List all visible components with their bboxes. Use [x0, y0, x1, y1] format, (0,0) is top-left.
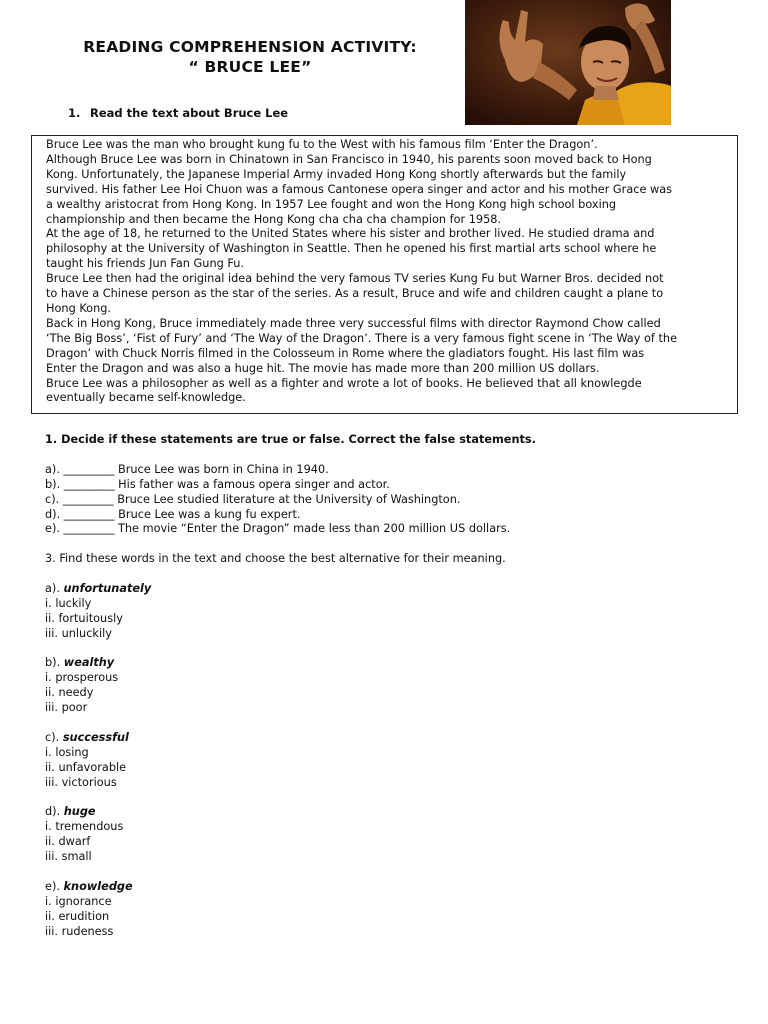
- passage-line: Although Bruce Lee was born in Chinatown in San Francisco in 1940, his parents soon moved back to Hong: [46, 152, 652, 166]
- passage-line: Bruce Lee was a philosopher as well as a fighter and wrote a lot of books. He believed that all knowlegde: [46, 376, 642, 390]
- passage-line: championship and then became the Hong Kong cha cha cha champion for 1958.: [46, 212, 502, 226]
- instruction-text: Read the text about Bruce Lee: [90, 106, 289, 120]
- passage-line: Enter the Dragon and was also a huge hit. The movie has made more than 200 million US dollars.: [46, 361, 600, 375]
- reading-passage: [31, 135, 738, 414]
- vocab-option: ii. needy: [45, 686, 94, 700]
- vocab-option: iii. unluckily: [45, 626, 112, 640]
- section-heading: 1. Decide if these statements are true or false. Correct the false statements.: [45, 433, 536, 446]
- target-word: successful: [62, 730, 129, 744]
- vocab-word: c). successful: [45, 730, 129, 744]
- passage-line: Bruce Lee then had the original idea behind the very famous TV series Kung Fu but Warner Bros. decided not: [46, 272, 664, 286]
- bruce-lee-photo: [465, 0, 671, 125]
- true-false-section: [45, 433, 536, 537]
- passage-line: eventually became self-knowledge.: [46, 391, 246, 405]
- passage-line: Back in Hong Kong, Bruce immediately made three very successful films with director Raymond Chow called: [46, 316, 661, 330]
- passage-line: survived. His father Lee Hoi Chuon was a famous Cantonese opera singer and actor and his mother Grace was: [46, 182, 673, 196]
- passage-line: Bruce Lee was the man who brought kung fu to the West with his famous film ‘Enter the Dragon’.: [46, 138, 598, 151]
- target-word: huge: [63, 805, 96, 819]
- section-heading: 3. Find these words in the text and choose the best alternative for their meaning.: [45, 552, 506, 565]
- vocab-option: i. losing: [45, 745, 89, 759]
- vocab-option: ii. dwarf: [45, 835, 91, 849]
- reading-instruction: [68, 106, 288, 120]
- passage-line: Kong. Unfortunately, the Japanese Imperial Army invaded Hong Kong shortly afterwards but the family: [46, 167, 627, 181]
- vocab-option: ii. fortuitously: [45, 611, 123, 625]
- vocab-word: e). knowledge: [45, 879, 133, 893]
- target-word: wealthy: [63, 656, 115, 670]
- vocab-word: b). wealthy: [45, 656, 115, 670]
- vocab-option: i. tremendous: [45, 820, 124, 834]
- vocab-option: iii. small: [45, 850, 92, 864]
- statement-item: d). _________ Bruce Lee was a kung fu expert.: [45, 507, 301, 521]
- passage-line: a wealthy aristocrat from Hong Kong. In 1957 Lee fought and won the Hong Kong high school boxing: [46, 197, 617, 211]
- target-word: knowledge: [63, 879, 133, 893]
- passage-line: taught his friends Jun Fan Gung Fu.: [46, 257, 244, 271]
- vocab-option: i. prosperous: [45, 671, 119, 685]
- vocab-word: a). unfortunately: [45, 581, 152, 595]
- statement-item: b). _________ His father was a famous opera singer and actor.: [45, 477, 390, 491]
- vocabulary-section: [45, 552, 506, 940]
- vocab-option: i. ignorance: [45, 894, 112, 908]
- passage-line: At the age of 18, he returned to the United States where his sister and brother lived. He studied drama and: [46, 227, 655, 241]
- vocab-option: iii. victorious: [45, 775, 117, 789]
- statement-item: c). _________ Bruce Lee studied literature at the University of Washington.: [45, 492, 461, 506]
- statement-item: a). _________ Bruce Lee was born in China in 1940.: [45, 462, 329, 476]
- vocab-option: ii. erudition: [45, 909, 110, 923]
- passage-line: to have a Chinese person as the star of the series. As a result, Bruce and wife and children caught a plane to: [46, 287, 664, 301]
- vocab-option: ii. unfavorable: [45, 760, 127, 774]
- vocab-option: iii. poor: [45, 701, 88, 715]
- worksheet-title: READING COMPREHENSION ACTIVITY:: [83, 38, 417, 56]
- vocab-word: d). huge: [45, 805, 96, 819]
- passage-line: Hong Kong.: [46, 301, 112, 315]
- target-word: unfortunately: [63, 581, 152, 595]
- vocab-option: iii. rudeness: [45, 924, 114, 938]
- passage-line: philosophy at the University of Washington in Seattle. Then he opened his first martial arts school where he: [46, 242, 657, 256]
- worksheet-subtitle: “ BRUCE LEE”: [188, 58, 312, 76]
- passage-line: ‘The Big Boss’, ‘Fist of Fury’ and ‘The Way of the Dragon’. There is a very famous fight scene in ‘The Way of the: [46, 331, 678, 345]
- vocab-option: i. luckily: [45, 596, 92, 610]
- passage-line: Dragon’ with Chuck Norris filmed in the Colosseum in Rome where the gladiators fought. His last film was: [46, 346, 645, 360]
- instruction-number: 1.: [68, 106, 81, 120]
- statement-item: e). _________ The movie “Enter the Dragon” made less than 200 million US dollars.: [45, 522, 511, 536]
